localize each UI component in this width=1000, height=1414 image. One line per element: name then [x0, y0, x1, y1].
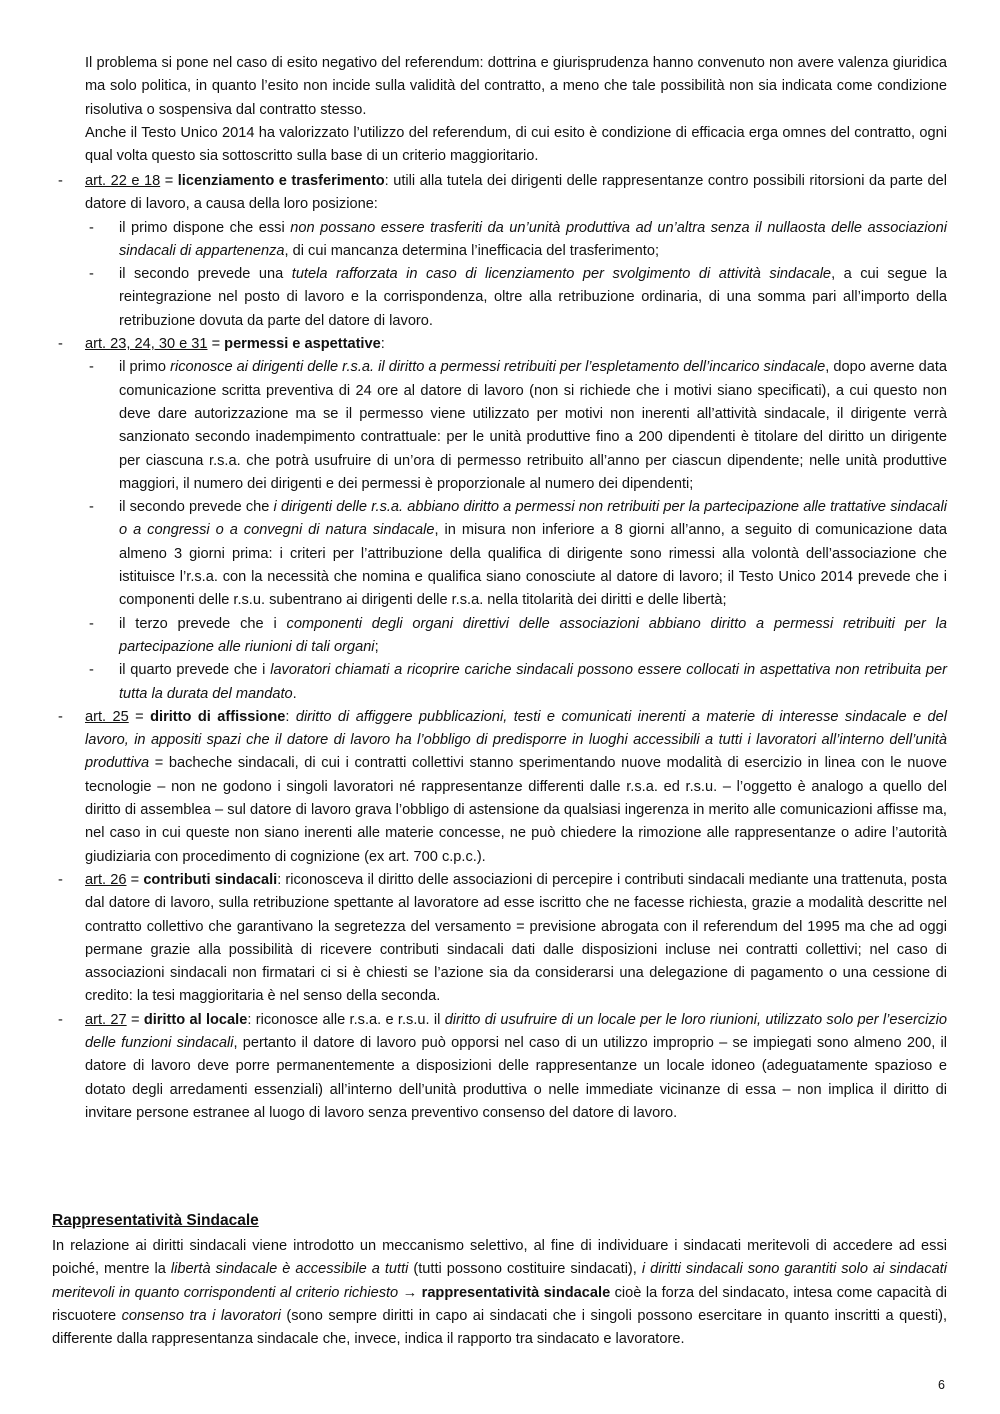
- item-title: permessi e aspettative: [224, 336, 381, 353]
- section-body: [52, 1235, 947, 1351]
- list-item-art-27: [0, 1009, 947, 1125]
- page-number: 6: [938, 1378, 945, 1392]
- item-paragraph: art. 26 = contributi sindacali: riconosceva il diritto delle associazioni di percepire i contributi sindacali mediante una trattenuta, posta dal datore di lavoro, sulla retribuzione spettante al lavoratore ad esse iscritto che ne facesse richiesta, grazie a modalità descritte nel contratto collettivo che garantivano la segretezza del versamento = previsione abrogata con il referendum del 1995 ma che ad oggi permane grazie alla possibilità di ricevere contributi sindacali dati dalle disposizioni incluse nei contratti collettivi; nel caso di associazioni sindacali non firmatari ci si è chiesti se l’azione sia da considerarsi una delegazione di pagamento o una cessione di credito: la tesi maggioritaria è nel senso della seconda.: [85, 871, 948, 1005]
- bullet-dash: -: [58, 336, 63, 353]
- intro-paragraph-1: Il problema si pone nel caso di esito negativo del referendum: dottrina e giurisprudenza hanno convenuto non avere valenza giuridica ma solo politica, in quanto l’esito non incide sulla validità del contratto, a meno che tale possibilità non sia indicata come condizione risolutiva o sospensiva dal contratto stesso.: [85, 55, 947, 118]
- section-paragraph: In relazione ai diritti sindacali viene introdotto un meccanismo selettivo, al fine di individuare i sindacati meritevoli di accedere ad essi poiché, mentre la libertà sindacale è accessibile a tutti (tutti possono costituire sindacati), i diritti sindacali sono garantiti solo ai sindacati meritevoli in quanto corrispondenti al criterio richiesto → rappresentatività sindacale cioè la forza del sindacato, intesa come capacità di riscuotere consenso tra i lavoratori (sono sempre diritti in capo ai sindacati che i singoli possono esercitare in quanto inscritti a questi), differente dalla rappresentanza sindacale che, invece, indica il rapporto tra sindacato e lavoratore.: [52, 1238, 947, 1348]
- article-ref: art. 25: [85, 708, 129, 725]
- item-paragraph: art. 22 e 18 = licenziamento e trasferimento: utili alla tutela dei dirigenti delle rappresentanze contro possibili ritorsioni da parte del datore di lavoro, a causa della loro posizione:: [85, 173, 947, 213]
- list-item-art-26: [0, 869, 947, 1009]
- item-title: diritto di affissione: [150, 708, 286, 725]
- article-ref: art. 23, 24, 30 e 31: [85, 336, 208, 353]
- list-item-art-23: [0, 333, 947, 706]
- bullet-dash: -: [58, 1011, 63, 1028]
- section-heading: Rappresentatività Sindacale: [52, 1212, 259, 1229]
- article-ref: art. 27: [85, 1011, 127, 1028]
- bullet-dash: -: [89, 662, 94, 679]
- list-item-art-25: [0, 706, 947, 869]
- sub-item: - il primo dispone che essi non possano essere trasferiti da un’unità produttiva ad un’altra senza il nullaosta delle associazioni sindacali di appartenenza, di cui mancanza determina l’inefficacia del trasferimento;: [85, 217, 947, 264]
- intro-paragraph-2: Anche il Testo Unico 2014 ha valorizzato l’utilizzo del referendum, di cui esito è condizione di efficacia erga omnes del contratto, ogni qual volta questo sia sottoscritto sulla base di un criterio maggioritario.: [85, 124, 947, 165]
- bullet-dash: -: [89, 219, 94, 236]
- sub-item: - il secondo prevede che i dirigenti delle r.s.a. abbiano diritto a permessi non retribuiti per la partecipazione alle trattative sindacali o a congressi o a convegni di natura sindacale, in misura non inferiore a 8 giorni all’anno, a seguito di comunicazione data almeno 3 giorni prima: i criteri per l’attribuzione della qualifica di dirigente sono rimessi alla volontà dell’associazione che istituisce l’r.s.a. con la necessità che nomina e qualifica siano conosciute al datore di lavoro; il Testo Unico 2014 prevede che i componenti delle r.s.u. subentrano ai dirigenti delle r.s.a. nella titolarità dei diritti e delle libertà;: [85, 496, 947, 612]
- item-paragraph: art. 23, 24, 30 e 31 = permessi e aspettative:: [85, 336, 385, 353]
- item-paragraph: art. 27 = diritto al locale: riconosce alle r.s.a. e r.s.u. il diritto di usufruire di un locale per le loro riunioni, utilizzato solo per l’esercizio delle funzioni sindacali, pertanto il datore di lavoro può opporsi nel caso di un utilizzo improprio – se impiegati sono almeno 200, il datore di lavoro deve porre permanentemente a disposizioni delle rappresentanze un locale idoneo (adeguatamente spazioso e dotato degli arredamenti essenziali) all’interno dell’unità produttiva o nelle immediate vicinanze di essa – non implica il diritto di invitare persone estranee al luogo di lavoro senza preventivo consenso del datore di lavoro.: [85, 1011, 947, 1121]
- bullet-dash: -: [58, 708, 63, 725]
- article-ref: art. 26: [85, 871, 127, 888]
- bullet-dash: -: [58, 173, 63, 189]
- item-title: licenziamento e trasferimento: [177, 173, 385, 189]
- bullet-dash: -: [58, 871, 63, 888]
- item-paragraph: art. 25 = diritto di affissione: diritto di affiggere pubblicazioni, testi e comunicati inerenti a materie di interesse sindacale e del lavoro, in appositi spazi che il datore di lavoro ha l’obbligo di predisporre in luoghi accessibili a tutti i lavoratori all’interno dell’unità produttiva = bacheche sindacali, di cui i contratti collettivi stanno sperimentando nuove modalità di esercizio in linea con le nuove tecnologie – non ne godono i singoli lavoratori né rappresentanze differenti dalle r.s.a. ed r.s.u. – l’oggetto è analogo a quello del diritto di assemblea – sul datore di lavoro grava l’obbligo di astensione da qualsiasi ingerenza in merito alle comunicazioni affisse ma, nel caso in cui queste non siano inerenti alle materie concesse, ne può chiedere la rimozione alle rappresentanze o adire l’autorità giudiziaria con procedimento di cognizione (ex art. 700 c.p.c.).: [85, 708, 947, 865]
- sub-item: - il primo riconosce ai dirigenti delle r.s.a. il diritto a permessi retribuiti per l’espletamento dell’incarico sindacale, dopo averne data comunicazione scritta preventiva di 24 ore al datore di lavoro (non si richiede che i motivi siano specificati), a cui questo non deve dare autorizzazione ma se il permesso viene utilizzato per motivi non inerenti all’attività sindacale, il dirigente verrà sanzionato secondo inadempimento contrattuale: per le unità produttive fino a 200 dipendenti è titolare del diritto un dirigente per ciascuna r.s.a. che potrà usufruire di un’ora di permesso retribuito all’anno per ciascun dipendente; nelle unità produttive maggiori, il numero dei dirigenti e dei permessi è proporzionale al numero dei dipendenti;: [85, 356, 947, 496]
- bullet-dash: -: [89, 359, 94, 376]
- bullet-dash: -: [89, 266, 94, 283]
- item-title: diritto al locale: [143, 1011, 248, 1028]
- bullet-dash: -: [89, 499, 94, 516]
- arrow-icon: →: [398, 1284, 422, 1301]
- sub-item: - il secondo prevede una tutela rafforzata in caso di licenziamento per svolgimento di attività sindacale, a cui segue la reintegrazione nel posto di lavoro e la corrispondenza, oltre alla retribuzione ordinaria, di una somma pari all’importo della retribuzione dovuta da parte del datore di lavoro.: [85, 263, 947, 333]
- sub-item: - il terzo prevede che i componenti degli organi direttivi delle associazioni abbiano diritto a permessi retribuiti per la partecipazione alle riunioni di tali organi;: [85, 613, 947, 660]
- item-title: contributi sindacali: [143, 871, 278, 888]
- sub-item: - il quarto prevede che i lavoratori chiamati a ricoprire cariche sindacali possono essere collocati in aspettativa non retribuita per tutta la durata del mandato.: [85, 659, 947, 706]
- list-item-art-22: [0, 170, 947, 333]
- articles-list: [0, 170, 1000, 1125]
- bullet-dash: -: [89, 615, 94, 632]
- intro-block: [85, 52, 947, 168]
- article-ref: art. 22 e 18: [85, 173, 161, 189]
